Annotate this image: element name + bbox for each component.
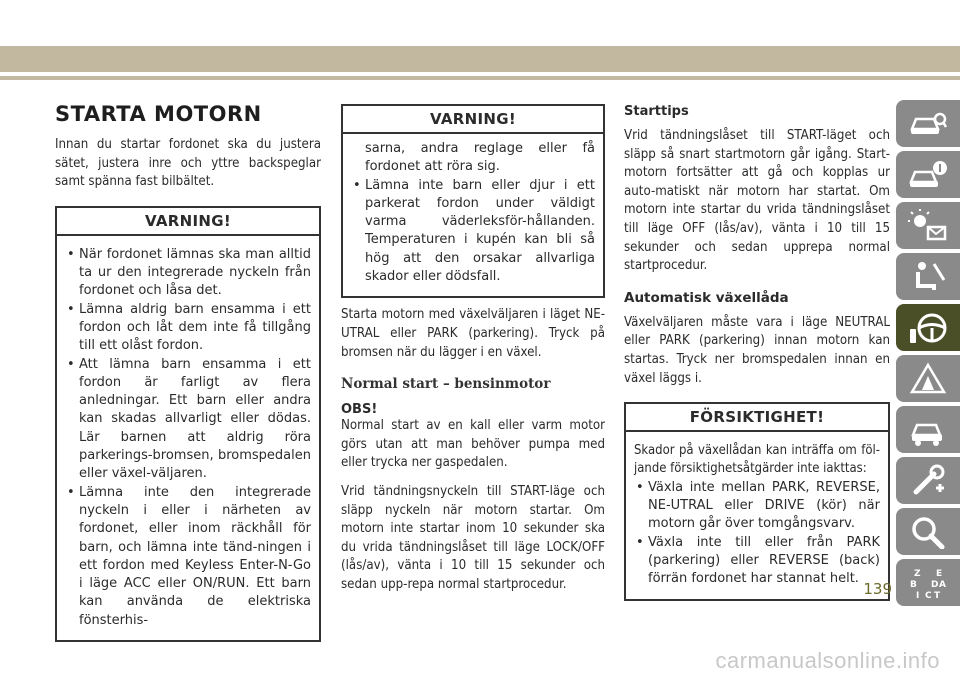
header-stripe <box>0 76 960 80</box>
section-heading: Automatisk växellåda <box>624 289 789 306</box>
caution-header: FÖRSIKTIGHET! <box>626 404 888 432</box>
list-item: • Lämna inte barn eller djur i ett parkerat fordon under väldigt varma väderleksför-hållanden. Temperaturen i kupén kan bli så hög att den orsakar allvarliga skador eller dödsfall. <box>351 177 595 287</box>
obs-paragraph: Normal start av en kall eller varm motor görs utan att man behöver pumpa med eller trycka ner gaspedalen. <box>341 418 605 471</box>
list-item: • Lämna inte den integrerade nyckeln i eller i närheten av fordonet, eller inom räckhåll för barn, och lämna inte tänd-ningen i ett fordon med Keyless Enter-N-Go i läge ACC eller ON/RUN. Ett barn kan använda de elektriska fönsterhis- <box>65 484 311 630</box>
steering-wheel-icon <box>908 311 948 345</box>
warning-list <box>65 246 311 630</box>
caution-box <box>624 402 890 600</box>
tab-language[interactable] <box>896 559 960 606</box>
page-number: 139 <box>863 580 892 598</box>
wrench-icon <box>908 464 948 498</box>
caution-list <box>634 479 880 589</box>
letter: C <box>925 590 932 600</box>
tab-seat-airbag[interactable] <box>896 253 960 300</box>
warning-header: VARNING! <box>57 208 319 236</box>
warning-triangle-road-icon <box>908 362 948 396</box>
chapter-tabs <box>896 100 960 610</box>
list-item: • När fordonet lämnas ska man alltid ta ur den integrerade nyckeln från fordonet och låsa det. <box>65 246 311 301</box>
column-left <box>55 96 321 642</box>
car-key-icon <box>908 107 948 141</box>
start-paragraph: Vrid tändningsnyckeln till START-läge och släpp nyckeln när motorn startar. Om motorn inte startar inom 10 sekunder ska du vrida tändningslåset till läge LOCK/OFF (lås/av), vänta i 10 till 15 sekunder och sedan upp-repa normal startprocedur. <box>341 483 605 592</box>
tab-search[interactable] <box>896 508 960 555</box>
intro-paragraph: Innan du startar fordonet ska du justera sätet, justera inre och yttre backspeglar samt spänna fast bilbältet. <box>55 137 321 190</box>
warning-box-2 <box>341 104 605 298</box>
tab-car-key[interactable] <box>896 100 960 147</box>
language-letters-icon <box>908 566 948 600</box>
tab-car-service[interactable] <box>896 406 960 453</box>
list-item: • Lämna aldrig barn ensamma i ett fordon och låt dem inte få tillgång till ett olåst fordon. <box>65 301 311 356</box>
shift-paragraph: Starta motorn med växelväljaren i läget NE-UTRAL eller PARK (parkering). Tryck på bromsen när du lägger i en växel. <box>341 307 605 360</box>
tab-wrench[interactable] <box>896 457 960 504</box>
section-heading: Starttips <box>624 104 689 119</box>
start-tips-paragraph: Vrid tändningslåset till START-läget och släpp så snart startmotorn går igång. Start-motorn fortsätter att gå och kopplas ur auto-matiskt när motorn har startat. Om motorn inte startar du vrida tändningslåset till läge OFF (lås/av), vänta i 10 till 15 sekunder och sedan upprepa normal startprocedur. <box>624 128 890 274</box>
page-title: STARTA MOTORN <box>55 102 262 126</box>
car-info-icon <box>908 158 948 192</box>
warning-box-1 <box>55 206 321 642</box>
watermark: carmanualsonline.info <box>715 648 940 673</box>
tab-dashboard-lights[interactable] <box>896 202 960 249</box>
letter: T <box>934 590 941 600</box>
column-middle <box>341 104 605 595</box>
warning-header: VARNING! <box>343 106 603 134</box>
caution-intro: Skador på växellådan kan inträffa om föl-jande försiktighetsåtgärder inte iakttas: <box>634 443 880 477</box>
letter: E <box>936 568 943 579</box>
transmission-paragraph: Växelväljaren måste vara i läge NEUTRAL eller PARK (parkering) innan motorn kan startas. Tryck ner bromspedalen innan en växel läggs i. <box>624 314 890 386</box>
seat-airbag-icon <box>908 260 948 294</box>
letter: A <box>939 579 946 590</box>
letter: Z <box>914 568 921 579</box>
tab-car-info[interactable] <box>896 151 960 198</box>
list-item: • Att lämna barn ensamma i ett fordon är farligt av flera anledningar. Ett barn eller andra kan skadas allvarligt eller dödas. Lär barnen att aldrig röra parkerings-bromsen, bromspedalen eller växel-väljaren. <box>65 356 311 484</box>
column-right <box>624 104 890 601</box>
list-item: • Växla inte till eller från PARK (parkering) eller REVERSE (back) förrän fordonet har stannat helt. <box>634 534 880 589</box>
header-band <box>0 46 960 72</box>
tab-steering-wheel[interactable] <box>896 304 960 351</box>
warning-list <box>351 177 595 287</box>
obs-heading: OBS! <box>341 402 378 418</box>
section-heading: Normal start – bensinmotor <box>341 376 551 393</box>
tab-warning-road[interactable] <box>896 355 960 402</box>
dashboard-lights-icon <box>908 209 948 243</box>
magnifier-icon <box>908 515 948 549</box>
letter: B <box>910 579 917 590</box>
warning-continuation: sarna, andra reglage eller få fordonet att röra sig. <box>365 141 595 175</box>
car-service-icon <box>908 413 948 447</box>
letter: D <box>931 579 939 590</box>
list-item: • Växla inte mellan PARK, REVERSE, NE-UTRAL eller DRIVE (kör) när motorn går över tomgångsvarv. <box>634 479 880 534</box>
letter: I <box>916 590 920 600</box>
